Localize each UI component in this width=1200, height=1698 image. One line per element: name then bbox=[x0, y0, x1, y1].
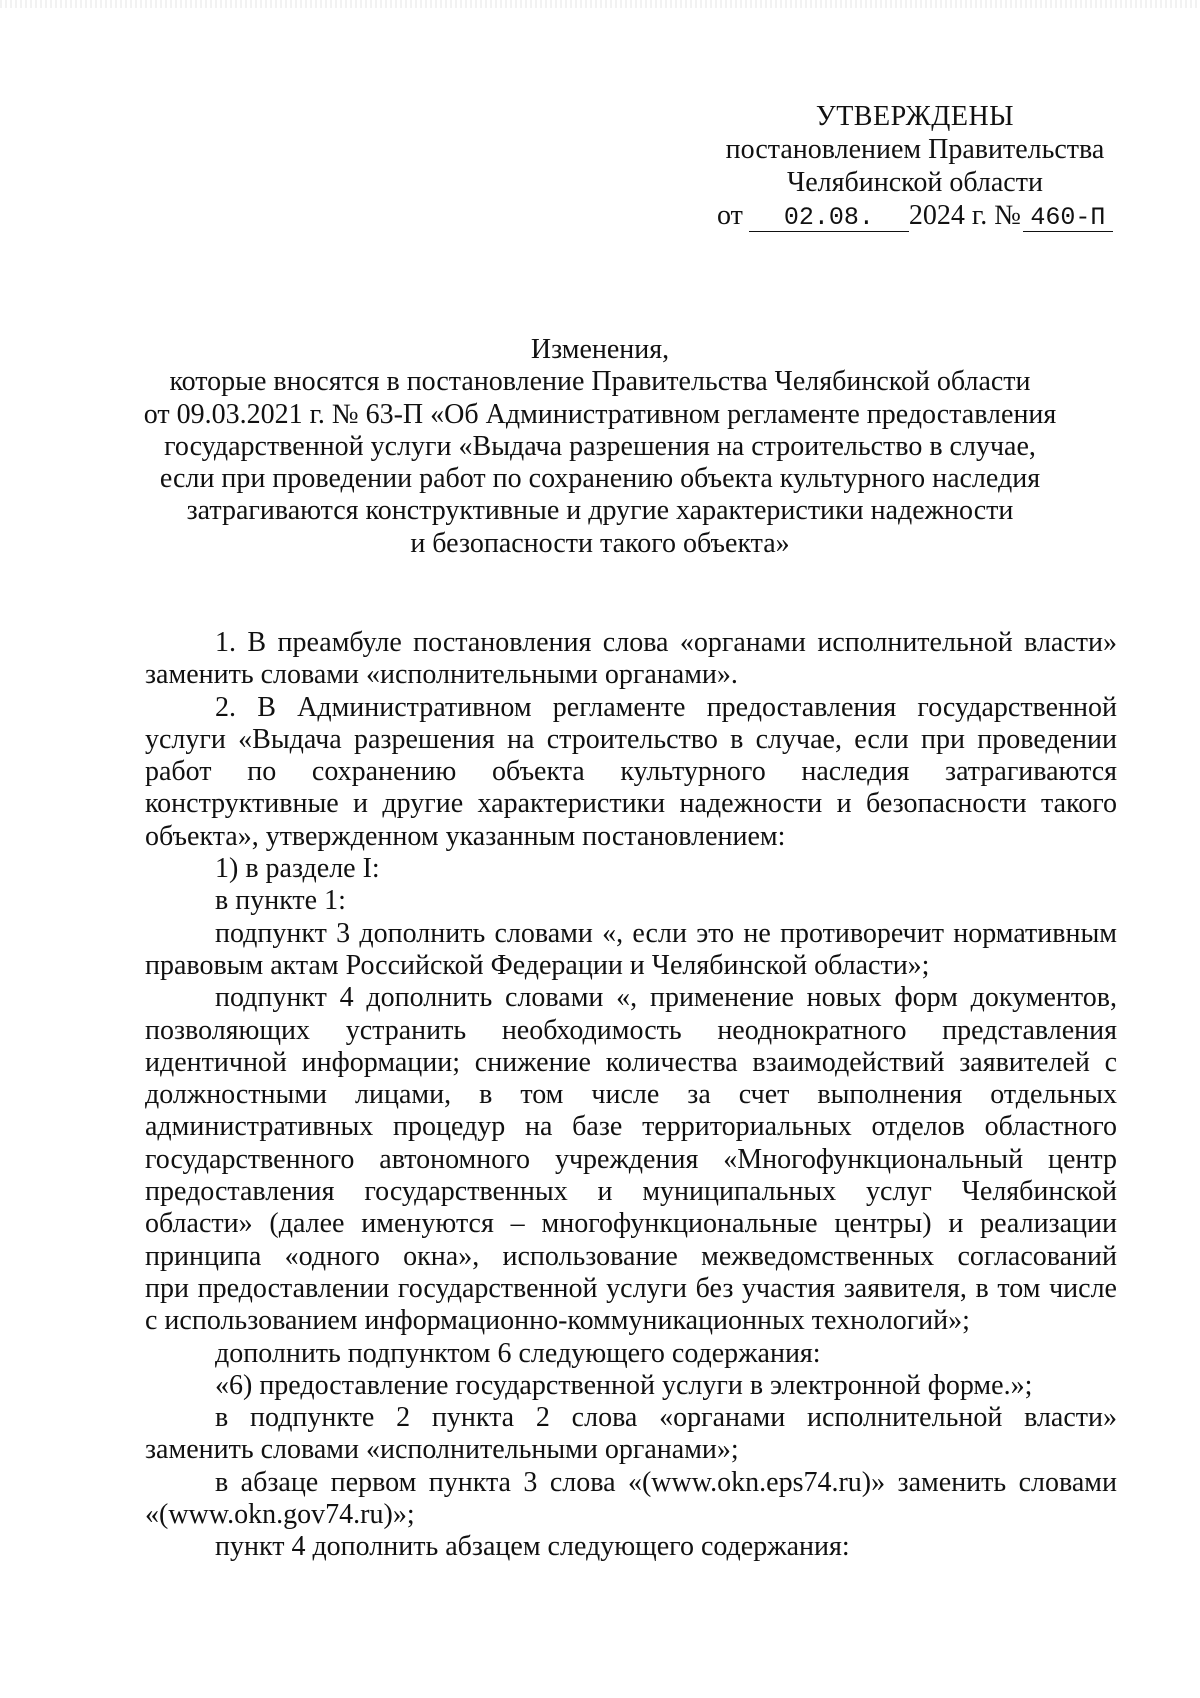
body-line: подпункт 3 дополнить словами «, если это не противоречит нормативным bbox=[215, 917, 1117, 949]
approval-date-line bbox=[715, 199, 1115, 232]
body-line: в подпункте 2 пункта 2 слова «органами исполнительной власти» bbox=[215, 1402, 1117, 1434]
body-line: административных процедур на базе территориальных отделов областного bbox=[145, 1111, 1117, 1143]
body-line: «6) предоставление государственной услуги в электронной форме.»; bbox=[215, 1369, 1033, 1401]
title-line: государственной услуги «Выдача разрешения на строительство в случае, bbox=[164, 430, 1036, 462]
title-line: от 09.03.2021 г. № 63-П «Об Административном регламенте предоставления bbox=[143, 398, 1057, 430]
body-line: объекта», утвержденном указанным постановлением: bbox=[145, 820, 786, 852]
title-line: и безопасности такого объекта» bbox=[410, 527, 790, 559]
body-line: при предоставлении государственной услуги без участия заявителя, в том числе bbox=[145, 1272, 1117, 1304]
title-line: затрагиваются конструктивные и другие характеристики надежности bbox=[186, 495, 1014, 527]
decree-date: 02.08. bbox=[749, 205, 909, 232]
document-title bbox=[120, 334, 1080, 560]
approval-line-3: Челябинской области bbox=[787, 167, 1043, 198]
approval-line-2: постановлением Правительства bbox=[725, 134, 1105, 165]
body-line: в абзаце первом пункта 3 слова «(www.okn.eps74.ru)» заменить словами bbox=[215, 1466, 1117, 1498]
body-line: принципа «одного окна», использование межведомственных согласований bbox=[145, 1240, 1117, 1272]
scan-edge bbox=[0, 0, 1200, 8]
approval-heading: УТВЕРЖДЕНЫ bbox=[815, 101, 1015, 132]
decree-number: 460-П bbox=[1023, 205, 1113, 232]
body-line: позволяющих устранить необходимость неоднократного представления bbox=[145, 1014, 1117, 1046]
body-line: дополнить подпунктом 6 следующего содержания: bbox=[215, 1337, 821, 1369]
approval-stamp bbox=[715, 100, 1115, 232]
body-line: 1. В преамбуле постановления слова «органами исполнительной власти» bbox=[215, 627, 1117, 658]
body-line: правовым актам Российской Федерации и Челябинской области»; bbox=[145, 949, 930, 981]
body-line: работ по сохранению объекта культурного наследия затрагиваются bbox=[145, 756, 1117, 788]
body-line: заменить словами «исполнительными органами»; bbox=[145, 1434, 739, 1466]
title-heading: Изменения, bbox=[530, 334, 670, 365]
body-line: государственного автономного учреждения «Многофункциональный центр bbox=[145, 1143, 1117, 1175]
body-line: с использованием информационно-коммуникационных технологий»; bbox=[145, 1305, 970, 1337]
body-line: «(www.okn.gov74.ru)»; bbox=[145, 1499, 415, 1531]
body-line: предоставления государственных и муниципальных услуг Челябинской bbox=[145, 1176, 1117, 1208]
year-label: 2024 г. № bbox=[908, 200, 1021, 231]
body-line: должностными лицами, в том числе за счет выполнения отдельных bbox=[145, 1079, 1117, 1111]
body-line: подпункт 4 дополнить словами «, применение новых форм документов, bbox=[215, 982, 1117, 1014]
body-line: 1) в разделе I: bbox=[215, 853, 380, 885]
body-line: идентичной информации; снижение количества взаимодействий заявителей с bbox=[145, 1046, 1117, 1078]
body-line: заменить словами «исполнительными органами». bbox=[145, 659, 738, 691]
body-line: в пункте 1: bbox=[215, 885, 346, 917]
body-line: пункт 4 дополнить абзацем следующего содержания: bbox=[215, 1531, 850, 1563]
body-line: 2. В Административном регламенте предоставления государственной bbox=[215, 691, 1117, 723]
body-line: области» (далее именуются – многофункциональные центры) и реализации bbox=[145, 1208, 1117, 1240]
from-label: от bbox=[717, 200, 743, 231]
title-line: которые вносятся в постановление Правительства Челябинской области bbox=[169, 366, 1031, 398]
title-line: если при проведении работ по сохранению объекта культурного наследия bbox=[159, 463, 1041, 495]
body-line: конструктивные и другие характеристики надежности и безопасности такого bbox=[145, 788, 1117, 820]
body-line: услуги «Выдача разрешения на строительство в случае, если при проведении bbox=[145, 723, 1117, 755]
document-body bbox=[145, 627, 1117, 1564]
